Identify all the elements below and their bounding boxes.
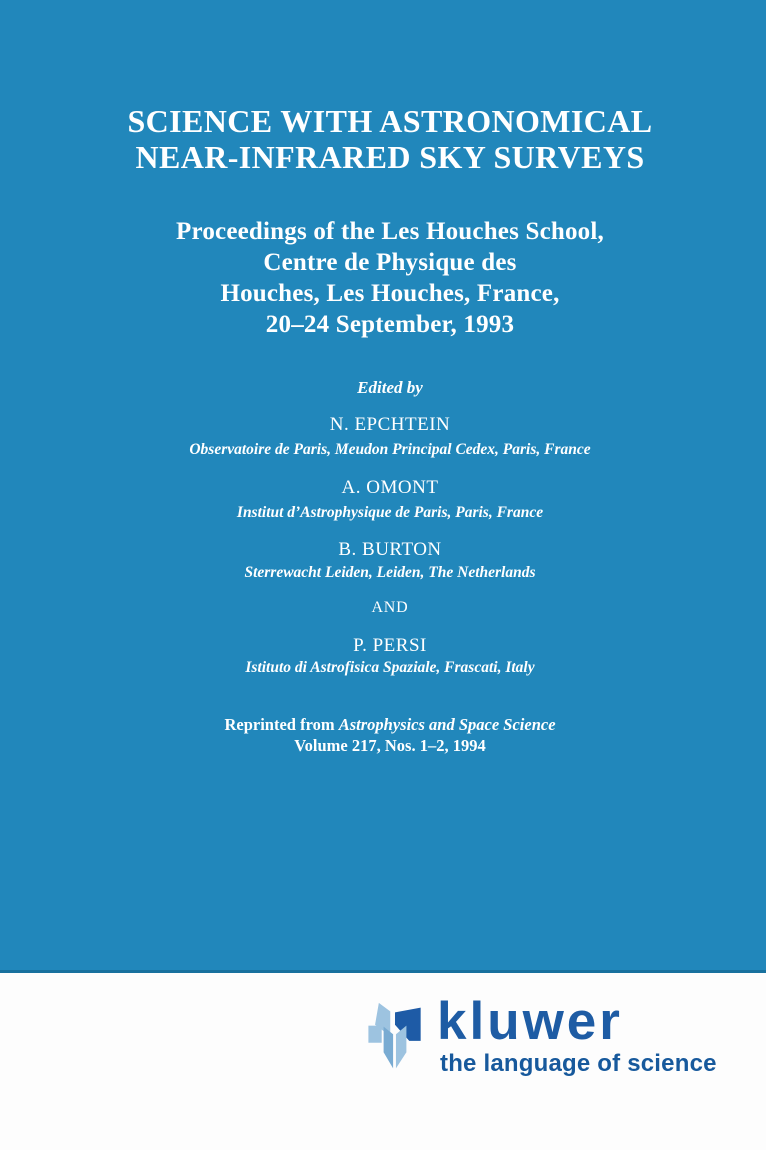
subtitle-line: 20–24 September, 1993 [265,311,515,338]
publisher-tagline: the language of science [440,1050,717,1077]
book-subtitle [14,216,766,340]
edited-by-label: Edited by [357,378,423,397]
editor-name: P. PERSI [353,635,427,656]
editor-name: N. EPCHTEIN [329,414,451,435]
editor-affiliation: Institut d’Astrophysique de Paris, Paris, France [236,504,544,521]
editor-affiliation: Observatoire de Paris, Meudon Principal Cedex, Paris, France [189,441,591,458]
subtitle-line: Proceedings of the Les Houches School, [176,218,604,245]
publisher-footer [0,973,766,1150]
and-separator: AND [371,599,409,616]
editor-affiliation: Istituto di Astrofisica Spaziale, Frascati, Italy [245,659,535,676]
editor-affiliation: Sterrewacht Leiden, Leiden, The Netherlands [244,564,536,581]
reprint-volume-line: Volume 217, Nos. 1–2, 1994 [294,736,486,755]
book-title-line: NEAR-INFRARED SKY SURVEYS [135,139,645,175]
subtitle-line: Houches, Les Houches, France, [220,280,560,307]
kluwer-pinwheel-logo-icon [366,1000,424,1076]
editor-name: B. BURTON [338,539,442,560]
reprint-note [14,714,766,756]
editor-name: A. OMONT [341,477,439,498]
reprint-prefix: Reprinted from [224,715,339,734]
subtitle-line: Centre de Physique des [263,249,517,276]
book-title-line: SCIENCE WITH ASTRONOMICAL [127,103,653,139]
publisher-wordmark: kluwer [437,992,623,1051]
journal-title: Astrophysics and Space Science [338,715,556,734]
book-title [14,103,766,175]
reprint-source-line [14,714,766,735]
